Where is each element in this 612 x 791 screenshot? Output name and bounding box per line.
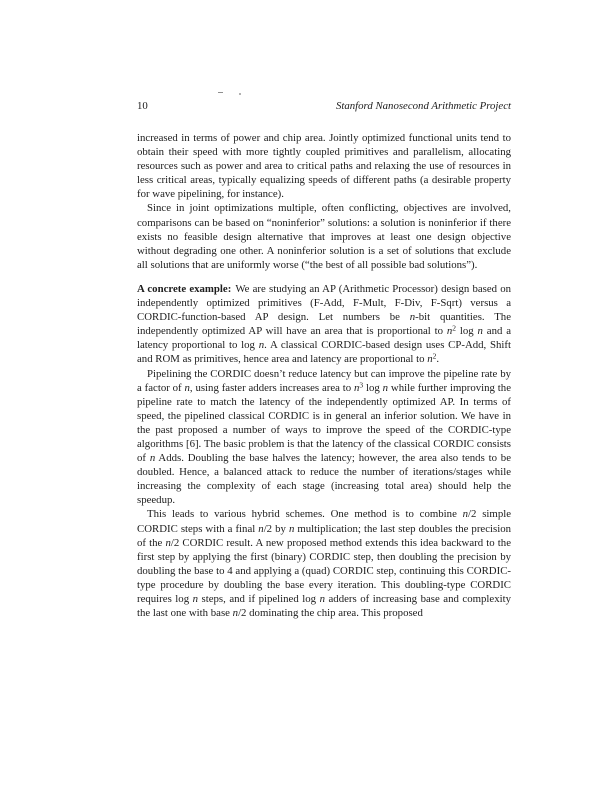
- text-run: . A classical CORDIC-based design uses CP-Add, Shift and ROM as primitives, hence area and latency are proportional to: [137, 339, 511, 366]
- italic-run: n: [192, 593, 199, 605]
- text-run: and a latency proportional to log: [137, 325, 511, 352]
- paragraph-1: [137, 131, 511, 201]
- italic-run: n: [382, 381, 389, 394]
- text-run: -bit quantities. The independently optimized AP will have an area that is proportional to: [137, 311, 511, 338]
- italic-run: n: [258, 522, 264, 535]
- text-run: Since in joint optimizations multiple, often conflicting, objectives are involved, comparisons can be based on “noninferior” solutions: a solution is noninferior if there exists no feasible design alternative that improves at least one design objective without degrading one other. A noninferior solution is a set of solutions that exclude all solutions that are uniformly worse (“the best of all possible bad solutions”).: [137, 202, 511, 271]
- running-header-title: Stanford Nanosecond Arithmetic Project: [335, 100, 511, 112]
- paragraph-2: [137, 201, 511, 271]
- italic-run: n: [258, 339, 265, 352]
- italic-run: n: [427, 353, 433, 366]
- text-run: Pipelining the CORDIC doesn’t reduce latency but can improve the pipeline rate by a factor of: [137, 367, 511, 394]
- text-run: multiplication; the last step doubles the precision of the: [137, 522, 511, 549]
- italic-run: n: [409, 311, 416, 324]
- text-run: log: [363, 381, 383, 394]
- text-run: , using faster adders increases area to: [189, 381, 355, 394]
- italic-run: n: [232, 607, 239, 620]
- italic-run: n: [149, 452, 156, 465]
- text-run: /2 dominating the chip area. This proposed: [238, 607, 423, 620]
- italic-run: n: [319, 593, 325, 605]
- italic-run: n: [288, 522, 295, 535]
- italic-run: n: [462, 508, 469, 521]
- text-run: Adds. Doubling the base halves the latency; however, the area also tends to be doubled. Hence, a balanced attack to reduce the number of iterations/stages while increasing the complexity of each stage (increasing total area) should help the speedup.: [137, 452, 511, 507]
- paragraph-5: [137, 507, 511, 620]
- superscript-run: 3: [359, 380, 364, 390]
- scan-speck-dot: [239, 93, 241, 95]
- text-run: steps, and if pipelined log: [198, 593, 320, 605]
- running-header: [137, 100, 511, 113]
- text-run: .: [436, 353, 440, 366]
- italic-run: n: [184, 381, 190, 394]
- superscript-run: 2: [432, 351, 437, 361]
- text-run: /2 CORDIC result. A new proposed method extends this idea backward to the first step by applying the first (binary) CORDIC step, then doubling the precision by doubling the base to 4 and applying a (quad) CORDIC step, continuing this CORDIC-type procedure by doubling the base every iteration. This doubling-type CORDIC requires log: [137, 536, 511, 605]
- italic-run: n: [165, 536, 171, 549]
- italic-run: n: [477, 325, 483, 338]
- paragraph-4: [137, 367, 511, 508]
- text-run: This leads to various hybrid schemes. One method is to combine: [147, 508, 463, 521]
- page-number: 10: [137, 100, 148, 112]
- text-run: We are studying an AP (Arithmetic Processor) design based on independently optimized primitives (F-Add, F-Mult, F-Div, F-Sqrt) versus a CORDIC-function-based AP design. Let numbers be: [137, 282, 512, 324]
- text-run: log: [456, 325, 478, 338]
- text-run: increased in terms of power and chip area. Jointly optimized functional units tend to obtain their speed with more tightly coupled primitives and parallelism, allocating resources such as power and area to critical paths and relaxing the use of resources in less critical areas, typically equalizing speeds of different paths (a desirable property for wave pipelining, for instance).: [137, 132, 511, 201]
- page-content: [137, 100, 511, 620]
- text-run: while further improving the pipeline rate to match the latency of the independently optimized AP. In terms of speed, the pipelined classical CORDIC is in general an inferior solution. We have in the past proposed a number of ways to improve the speed of the CORDIC-type algorithms [6]. The basic problem is that the latency of the classical CORDIC consists of: [137, 381, 511, 465]
- text-run: adders of increasing base and complexity the last one with base: [137, 593, 511, 620]
- italic-run: n: [354, 381, 360, 394]
- italic-run: n: [446, 325, 453, 338]
- superscript-run: 2: [452, 323, 457, 333]
- paragraph-3-concrete-example: [137, 282, 511, 367]
- text-run: /2 simple CORDIC steps with a final: [137, 508, 512, 535]
- scan-speck-dash: [218, 92, 223, 93]
- body-text: [137, 131, 511, 620]
- bold-run: A concrete example:: [137, 282, 232, 295]
- text-run: /2 by: [263, 522, 289, 535]
